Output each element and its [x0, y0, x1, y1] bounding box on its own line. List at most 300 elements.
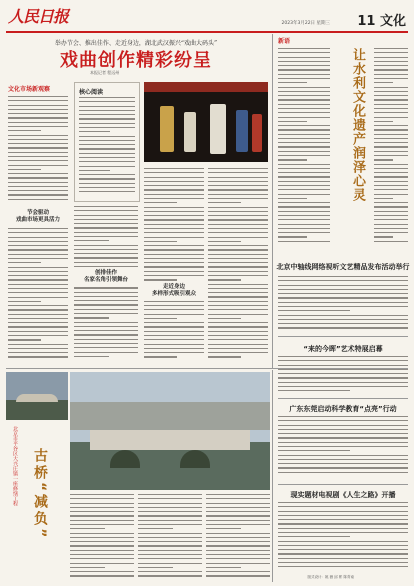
text-line [278, 276, 408, 277]
text-line [138, 541, 202, 542]
text-line [8, 182, 68, 183]
text-line [70, 528, 105, 529]
text-line [8, 335, 68, 336]
text-line [278, 455, 408, 456]
text-line [138, 567, 173, 568]
text-line [74, 309, 138, 310]
text-line [278, 121, 307, 122]
text-line [374, 228, 408, 229]
text-line [144, 356, 177, 357]
text-line [206, 550, 270, 551]
text-line [70, 550, 134, 551]
text-line [70, 571, 134, 572]
text-line [8, 284, 68, 285]
text-line [206, 524, 270, 525]
text-line [278, 172, 330, 173]
text-line [79, 118, 135, 119]
text-line [374, 224, 408, 225]
text-line [278, 511, 408, 512]
text-line [8, 173, 68, 174]
text-line [208, 314, 268, 315]
text-line [8, 262, 41, 263]
text-line [278, 306, 408, 307]
text-line [208, 271, 268, 272]
text-line [374, 198, 393, 199]
bottom-column-divider [272, 370, 273, 582]
text-line [74, 356, 109, 357]
text-line [144, 314, 204, 315]
text-line [144, 189, 204, 190]
text-line [278, 176, 330, 177]
news-title-exhibit: “来的今晖”艺术特展启幕 [303, 345, 383, 353]
footer-credit: 版式设计：姚 薇 邱 彬 陈青南 [307, 575, 354, 579]
text-line [208, 254, 268, 255]
text-line [278, 289, 408, 290]
text-line [144, 335, 204, 336]
news-divider-3 [278, 484, 408, 485]
text-line [278, 69, 330, 70]
text-line [374, 236, 393, 237]
text-line [138, 494, 202, 495]
text-line [278, 553, 408, 554]
text-line [8, 160, 68, 161]
commentary-text [278, 48, 330, 248]
text-line [74, 262, 138, 263]
text-line [278, 459, 408, 460]
text-line [79, 110, 135, 111]
text-line [206, 537, 270, 538]
text-line [278, 185, 330, 186]
text-line [8, 199, 68, 200]
news-divider-1 [278, 336, 408, 337]
text-line [278, 536, 350, 537]
text-line [278, 65, 330, 66]
text-line [374, 74, 408, 75]
text-line [206, 511, 270, 512]
text-line [278, 206, 330, 207]
text-line [144, 301, 204, 302]
text-line [374, 181, 408, 182]
text-line [278, 189, 330, 190]
text-line [278, 532, 408, 533]
text-line [374, 232, 408, 233]
text-line [8, 245, 68, 246]
text-line [206, 563, 270, 564]
commentary-vertical-title: 让水利文化遗产润泽心灵 [350, 48, 365, 202]
text-line [278, 194, 330, 195]
text-line [206, 554, 270, 555]
text-line [278, 437, 408, 438]
text-line [278, 129, 330, 130]
text-line [74, 322, 138, 323]
text-line [278, 228, 330, 229]
text-line [8, 279, 68, 280]
text-line [208, 292, 268, 293]
text-line [74, 304, 138, 305]
text-line [8, 254, 68, 255]
text-line [278, 164, 330, 165]
text-line [278, 558, 408, 559]
text-line [278, 541, 408, 542]
text-line [70, 541, 134, 542]
text-line [278, 310, 350, 311]
text-line [8, 352, 68, 353]
text-line [206, 515, 270, 516]
text-line [278, 215, 330, 216]
text-line [278, 280, 408, 281]
text-line [74, 215, 138, 216]
text-line [374, 159, 393, 160]
text-line [79, 153, 135, 154]
text-line [79, 97, 135, 98]
text-line [278, 198, 307, 199]
text-line [278, 99, 330, 100]
article-text-col3 [144, 168, 204, 364]
text-line [208, 258, 268, 259]
text-line [144, 245, 204, 246]
text-line [8, 109, 68, 110]
text-line [206, 571, 270, 572]
text-line [144, 352, 204, 353]
article-text-col1b [8, 228, 68, 364]
text-line [79, 170, 110, 171]
text-line [74, 245, 138, 246]
text-line [278, 125, 330, 126]
text-line [278, 356, 408, 357]
text-line [144, 168, 204, 169]
text-line [74, 253, 138, 254]
text-line [144, 331, 204, 332]
text-line [79, 101, 135, 102]
text-line [278, 416, 408, 417]
text-line [8, 241, 68, 242]
text-line [144, 211, 204, 212]
text-line [208, 262, 268, 263]
text-line [74, 236, 138, 237]
text-line [74, 347, 138, 348]
text-line [138, 533, 202, 534]
text-line [144, 266, 204, 267]
text-line [8, 275, 68, 276]
masthead-rule [6, 31, 408, 33]
text-line [278, 467, 408, 468]
text-line [278, 219, 330, 220]
text-line [278, 211, 330, 212]
text-line [208, 168, 268, 169]
news-title-drama: 现实题材电视剧《人生之路》开播 [290, 491, 396, 499]
text-line [138, 528, 173, 529]
text-line [144, 254, 204, 255]
text-line [374, 87, 408, 88]
text-line [208, 185, 268, 186]
bridge-main-photo [70, 372, 270, 490]
text-line [278, 117, 330, 118]
news-text-drama [278, 502, 408, 574]
text-line [79, 187, 135, 188]
text-line [278, 236, 307, 237]
text-line [278, 446, 408, 447]
text-line [8, 135, 68, 136]
text-line [8, 152, 68, 153]
text-line [278, 155, 330, 156]
text-line [278, 104, 330, 105]
text-line [138, 507, 202, 508]
text-line [8, 139, 68, 140]
text-line [138, 524, 202, 525]
text-line [278, 442, 408, 443]
section-head-new-words: 新语 [278, 38, 291, 45]
text-line [70, 507, 134, 508]
text-line [144, 258, 204, 259]
text-line [74, 300, 138, 301]
text-line [8, 100, 68, 101]
text-line [208, 288, 268, 289]
text-line [8, 165, 68, 166]
text-line [208, 305, 268, 306]
text-line [70, 498, 134, 499]
text-line [138, 571, 202, 572]
text-line [374, 134, 408, 135]
text-line [8, 339, 41, 340]
text-line [8, 344, 68, 345]
text-line [374, 125, 408, 126]
text-line [208, 331, 268, 332]
text-line [278, 519, 408, 520]
text-line [144, 326, 204, 327]
bridge-text-col1 [70, 494, 134, 580]
text-line [8, 249, 68, 250]
text-line [74, 296, 138, 297]
text-line [8, 177, 68, 178]
text-line [278, 502, 408, 503]
text-line [278, 168, 330, 169]
text-line [208, 279, 241, 280]
text-line [138, 554, 202, 555]
text-line [70, 558, 134, 559]
text-line [138, 515, 202, 516]
text-line [138, 498, 202, 499]
text-line [278, 365, 408, 366]
text-line [144, 262, 204, 263]
text-line [74, 343, 138, 344]
text-line [8, 105, 68, 106]
text-line [79, 178, 135, 179]
text-line [144, 241, 177, 242]
text-line [374, 65, 408, 66]
text-line [278, 95, 330, 96]
text-line [74, 257, 138, 258]
text-line [278, 232, 330, 233]
text-line [278, 323, 408, 324]
bridge-text-col2 [138, 494, 202, 580]
text-line [374, 189, 408, 190]
text-line [144, 181, 204, 182]
text-line [278, 108, 330, 109]
text-line [208, 249, 268, 250]
text-line [278, 285, 408, 286]
text-line [208, 211, 268, 212]
text-line [374, 99, 408, 100]
text-line [206, 507, 270, 508]
text-line [144, 215, 204, 216]
text-line [278, 146, 330, 147]
text-line [278, 463, 408, 464]
text-line [74, 223, 138, 224]
text-line [8, 297, 68, 298]
text-line [8, 326, 68, 327]
text-line [208, 339, 268, 340]
text-line [8, 169, 41, 170]
text-line [74, 326, 138, 327]
news-title-axis: 北京中轴线网络视听文艺精品发布活动举行 [276, 263, 410, 271]
text-line [208, 219, 268, 220]
text-line [70, 511, 134, 512]
text-line [74, 266, 138, 267]
text-line [278, 472, 408, 473]
text-line [8, 258, 68, 259]
article-text-col1 [8, 96, 68, 206]
text-line [144, 172, 204, 173]
text-line [374, 206, 408, 207]
text-line [278, 82, 307, 83]
column-divider [272, 34, 273, 368]
text-line [8, 301, 41, 302]
text-line [138, 520, 202, 521]
article-text-col2 [74, 206, 138, 364]
lead-byline: 本报记者 程远州 [90, 70, 120, 75]
text-line [374, 146, 408, 147]
masthead [0, 0, 414, 32]
text-line [138, 545, 202, 546]
core-reading-title: 核心阅读 [79, 89, 104, 96]
text-line [208, 348, 268, 349]
text-line [74, 227, 138, 228]
text-line [70, 524, 134, 525]
text-line [206, 558, 270, 559]
text-line [278, 159, 307, 160]
text-line [374, 215, 408, 216]
text-line [70, 520, 134, 521]
text-line [8, 348, 68, 349]
sub-head-festival: 节会驱动 戏曲市场更具活力 [15, 210, 60, 223]
text-line [70, 537, 134, 538]
core-reading-text [79, 97, 135, 197]
text-line [8, 356, 68, 357]
text-line [278, 202, 330, 203]
text-line [74, 287, 138, 288]
text-line [138, 575, 202, 576]
text-line [278, 78, 330, 79]
text-line [208, 296, 268, 297]
text-line [374, 108, 408, 109]
text-line [8, 190, 68, 191]
sub-head-nearby: 走近身边 多样形式吸引观众 [144, 284, 204, 298]
bridge-text-col3 [206, 494, 270, 580]
text-line [208, 215, 268, 216]
news-text-science [278, 416, 408, 480]
text-line [79, 123, 135, 124]
text-line [74, 339, 138, 340]
text-line [144, 237, 204, 238]
text-line [278, 112, 330, 113]
text-line [79, 114, 135, 115]
text-line [138, 503, 202, 504]
bridge-subtitle: 北京市平谷区大兴庄镇一座修缮工程 [12, 426, 18, 506]
text-line [208, 352, 268, 353]
text-line [278, 297, 408, 298]
text-line [8, 288, 68, 289]
text-line [278, 429, 408, 430]
lead-kicker: 举办节会、推出佳作、走近身边，湖北武汉振兴“戏曲大码头” [54, 40, 218, 47]
text-line [206, 503, 270, 504]
news-text-axis [278, 276, 408, 332]
text-line [278, 360, 408, 361]
text-line [70, 575, 134, 576]
text-line [8, 117, 68, 118]
commentary-text-b [374, 48, 408, 248]
text-line [8, 126, 68, 127]
text-line [144, 198, 204, 199]
text-line [8, 314, 68, 315]
text-line [144, 228, 204, 229]
text-line [374, 194, 408, 195]
text-line [208, 232, 268, 233]
text-line [79, 166, 135, 167]
text-line [374, 112, 408, 113]
text-line [8, 228, 68, 229]
text-line [144, 224, 204, 225]
text-line [144, 305, 204, 306]
text-line [144, 219, 204, 220]
text-line [278, 545, 408, 546]
text-line [374, 91, 408, 92]
section-head-market: 文化市场新观察 [8, 86, 51, 93]
text-line [208, 198, 268, 199]
lead-headline: 戏曲创作精彩纷呈 [60, 50, 212, 71]
text-line [278, 74, 330, 75]
text-line [138, 550, 202, 551]
text-line [278, 528, 408, 529]
text-line [278, 151, 330, 152]
text-line [208, 207, 268, 208]
text-line [278, 390, 350, 391]
news-text-exhibit [278, 356, 408, 396]
text-line [138, 563, 202, 564]
text-line [374, 48, 408, 49]
text-line [8, 147, 68, 148]
text-line [374, 121, 393, 122]
text-line [70, 554, 134, 555]
text-line [8, 156, 68, 157]
opera-stage-photo [144, 82, 268, 162]
text-line [8, 292, 68, 293]
text-line [144, 322, 204, 323]
text-line [374, 78, 408, 79]
text-line [278, 523, 408, 524]
news-divider-2 [278, 398, 408, 399]
text-line [278, 420, 408, 421]
text-line [374, 104, 408, 105]
text-line [278, 241, 330, 242]
text-line [8, 309, 68, 310]
text-line [208, 228, 268, 229]
text-line [144, 348, 204, 349]
text-line [74, 232, 138, 233]
text-line [144, 279, 177, 280]
text-line [206, 533, 270, 534]
text-line [278, 134, 330, 135]
text-line [278, 382, 408, 383]
